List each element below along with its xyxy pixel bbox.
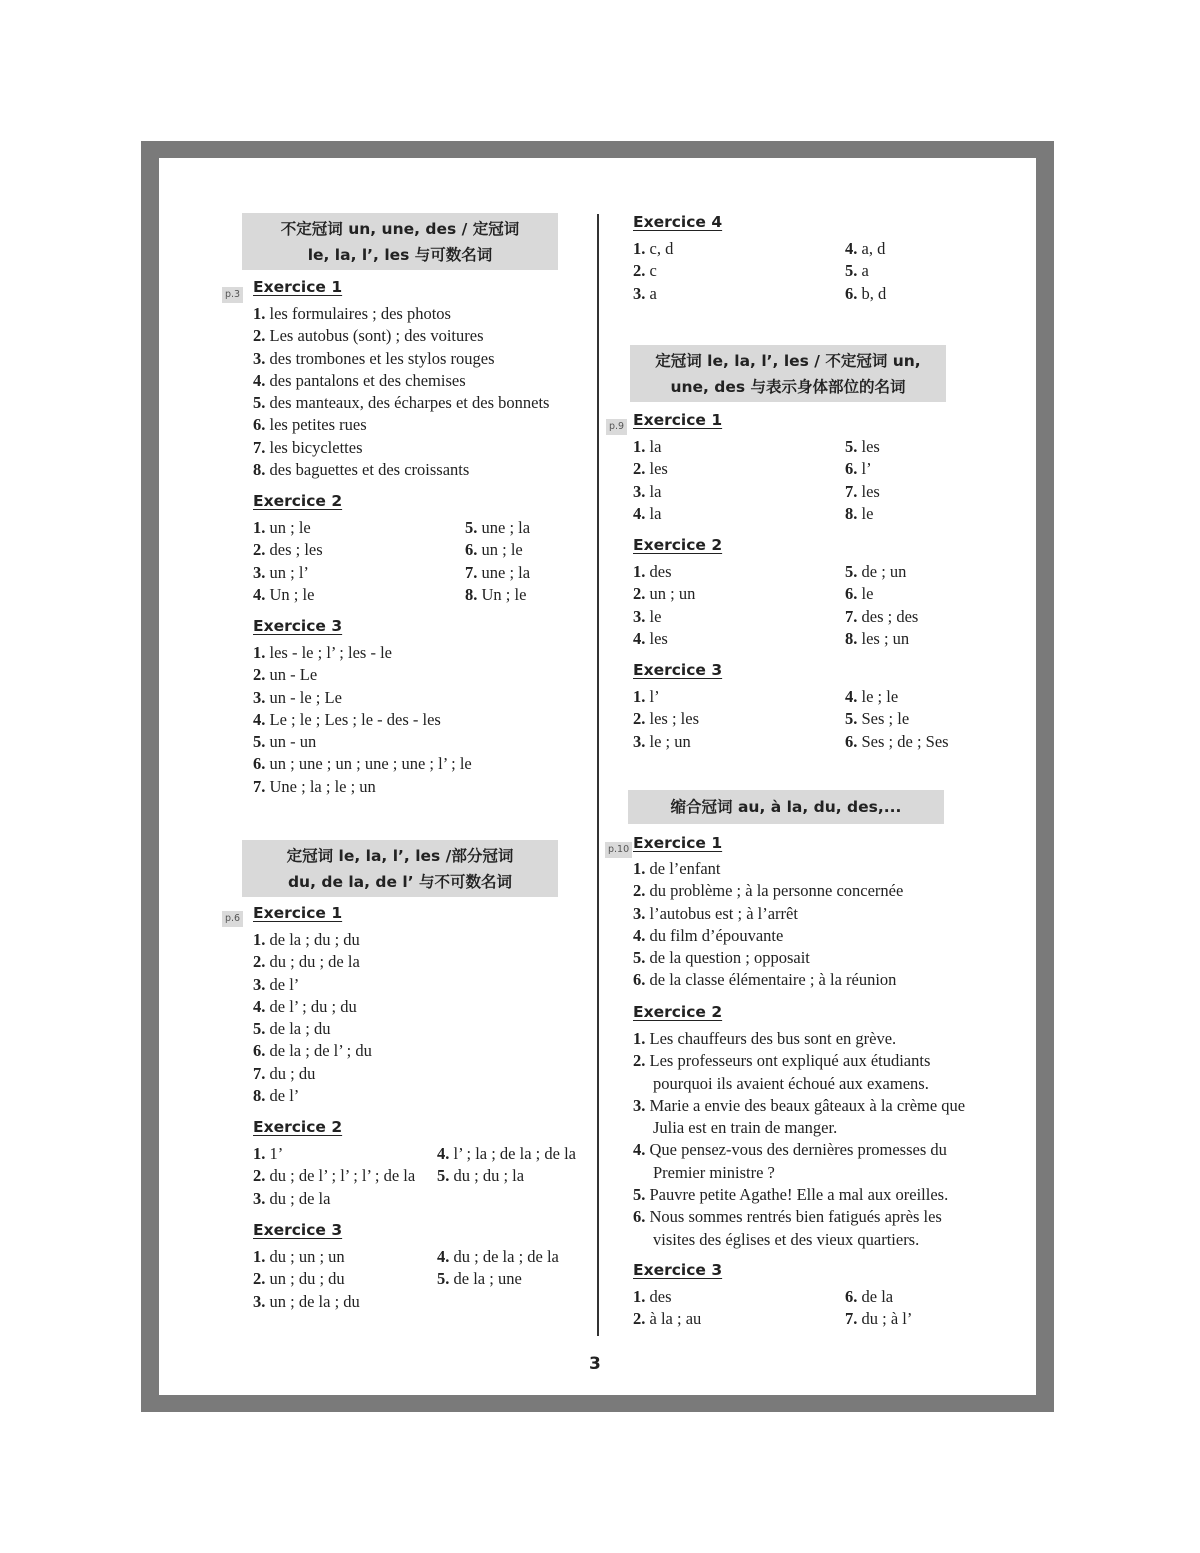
answer-list	[253, 303, 549, 481]
answer-item: 1. des	[633, 1287, 672, 1306]
answer-item: 5. de la question ; opposait	[633, 948, 810, 968]
exercise-title: Exercice 2	[253, 1118, 343, 1136]
answer-item: 6. de la	[845, 1287, 894, 1306]
banner-line: 定冠词 le, la, l’, les /部分冠词	[286, 846, 514, 865]
exercise-title: Exercice 1	[253, 904, 343, 922]
answer-item: 8. des baguettes et des croissants	[253, 460, 470, 480]
page-reference: p.3	[222, 287, 243, 303]
answer-item: 4. Un ; le	[253, 584, 315, 604]
answer-item: 8. Un ; le	[465, 584, 527, 604]
answer-item: 4. Le ; le ; Les ; le - des - les	[253, 709, 441, 729]
answer-item: 2. Les autobus (sont) ; des voitures	[253, 326, 484, 346]
answer-list	[253, 517, 583, 606]
answer-item: 1. du ; un ; un	[253, 1247, 345, 1266]
exercise-title: Exercice 1	[253, 278, 343, 296]
answer-item: 7. du ; à l’	[845, 1309, 913, 1329]
answer-list	[253, 1143, 593, 1210]
answer-item: 2. des ; les	[253, 540, 323, 560]
answer-item: 4. Que pensez-vous des dernières promesses du Premier ministre ?	[633, 1140, 947, 1182]
answer-item: 3. l’autobus est ; à l’arrêt	[633, 903, 798, 923]
answer-item: 2. c	[633, 261, 657, 281]
section-banner-body-parts	[630, 345, 946, 402]
answer-item: 4. les	[633, 628, 668, 648]
exercise-title: Exercice 2	[633, 1003, 723, 1021]
answer-item: 5. de ; un	[845, 562, 907, 581]
answer-item: 1. Les chauffeurs des bus sont en grève.	[633, 1029, 897, 1048]
answer-item: 3. la	[633, 481, 662, 501]
banner-line: 缩合冠词 au, à la, du, des,...	[670, 798, 902, 816]
answer-item: 4. du film d’épouvante	[633, 925, 784, 945]
answer-item: 7. des ; des	[845, 606, 919, 626]
answer-item: 4. des pantalons et des chemises	[253, 370, 466, 390]
answer-item: 1. 1’	[253, 1144, 284, 1163]
answer-item: 4. du ; de la ; de la	[437, 1247, 559, 1266]
answer-item: 5. a	[845, 261, 869, 281]
answer-item: 2. à la ; au	[633, 1309, 702, 1329]
page-number: 3	[589, 1354, 601, 1374]
exercise-title: Exercice 1	[633, 411, 723, 429]
answer-item: 1. de la ; du ; du	[253, 930, 360, 949]
answer-item: 4. l’ ; la ; de la ; de la	[437, 1144, 576, 1163]
answer-item: 1. les - le ; l’ ; les - le	[253, 643, 392, 662]
answer-item: 3. a	[633, 283, 657, 303]
section-banner-indefinite-definite	[242, 213, 558, 270]
answer-item: 5. Pauvre petite Agathe! Elle a mal aux oreilles.	[633, 1185, 949, 1205]
banner-line: une, des 与表示身体部位的名词	[670, 377, 906, 396]
section-banner-contracted-articles	[628, 790, 944, 824]
answer-item: 5. du ; du ; la	[437, 1166, 525, 1186]
answer-item: 2. du ; de l’ ; l’ ; l’ ; de la	[253, 1166, 416, 1186]
exercise-title: Exercice 1	[633, 834, 723, 852]
section-banner-definite-partitive	[242, 840, 558, 897]
answer-item: 1. les formulaires ; des photos	[253, 304, 451, 323]
page-reference: p.6	[222, 911, 243, 927]
answer-item: 6. Nous sommes rentrés bien fatigués après les visites des églises et des vieux quartiers.	[633, 1207, 942, 1249]
answer-item: 3. des trombones et les stylos rouges	[253, 348, 495, 368]
banner-line: 定冠词 le, la, l’, les / 不定冠词 un,	[655, 351, 921, 370]
exercise-title: Exercice 2	[253, 492, 343, 510]
answer-item: 5. Ses ; le	[845, 709, 910, 729]
answer-item: 7. du ; du	[253, 1063, 316, 1083]
answer-item: 7. les	[845, 481, 880, 501]
answer-item: 3. du ; de la	[253, 1188, 331, 1208]
answer-item: 5. des manteaux, des écharpes et des bonnets	[253, 393, 550, 413]
answer-item: 6. les petites rues	[253, 415, 367, 435]
answer-item: 5. une ; la	[465, 518, 531, 537]
answer-item: 2. un - Le	[253, 665, 318, 685]
answer-item: 1. un ; le	[253, 518, 311, 537]
answer-item: 3. un ; l’	[253, 562, 309, 582]
answer-item: 8. le	[845, 503, 874, 523]
exercise-title: Exercice 2	[633, 536, 723, 554]
answer-item: 4. de l’ ; du ; du	[253, 996, 357, 1016]
answer-item: 3. un - le ; Le	[253, 687, 342, 707]
answer-item: 2. un ; un	[633, 584, 696, 604]
answer-list	[633, 1028, 968, 1251]
answer-item: 6. b, d	[845, 283, 887, 303]
answer-item: 2. du ; du ; de la	[253, 952, 360, 972]
answer-item: 8. de l’	[253, 1086, 300, 1106]
answer-item: 6. de la ; de l’ ; du	[253, 1041, 372, 1061]
answer-item: 3. le	[633, 606, 662, 626]
answer-item: 4. le ; le	[845, 687, 899, 706]
answer-item: 5. de la ; une	[437, 1269, 522, 1289]
answer-item: 2. les	[633, 459, 668, 479]
answer-list	[633, 561, 963, 650]
answer-list	[633, 238, 963, 305]
answer-item: 1. de l’enfant	[633, 859, 721, 878]
exercise-title: Exercice 3	[633, 661, 723, 679]
answer-item: 6. l’	[845, 459, 872, 479]
answer-item: 5. de la ; du	[253, 1019, 331, 1039]
exercise-title: Exercice 4	[633, 213, 723, 231]
answer-list	[253, 642, 472, 798]
answer-item: 6. Ses ; de ; Ses	[845, 731, 949, 751]
answer-item: 4. la	[633, 503, 662, 523]
answer-item: 2. du problème ; à la personne concernée	[633, 881, 904, 901]
answer-item: 8. les ; un	[845, 628, 910, 648]
answer-item: 7. les bicyclettes	[253, 437, 363, 457]
answer-item: 6. le	[845, 584, 874, 604]
answer-item: 2. Les professeurs ont expliqué aux étudiants pourquoi ils avaient échoué aux examens.	[633, 1051, 931, 1093]
answer-list	[253, 1246, 593, 1313]
exercise-title: Exercice 3	[253, 617, 343, 635]
answer-item: 6. un ; le	[465, 540, 523, 560]
page-reference: p.10	[605, 842, 632, 858]
answer-item: 6. de la classe élémentaire ; à la réunion	[633, 970, 897, 990]
answer-item: 3. de l’	[253, 974, 300, 994]
page-reference: p.9	[606, 419, 627, 435]
answer-list	[633, 436, 963, 525]
answer-list	[253, 929, 372, 1107]
exercise-title: Exercice 3	[253, 1221, 343, 1239]
answer-item: 5. les	[845, 437, 880, 456]
answer-item: 3. Marie a envie des beaux gâteaux à la crème que Julia est en train de manger.	[633, 1095, 966, 1138]
answer-item: 3. un ; de la ; du	[253, 1291, 360, 1311]
answer-list	[633, 686, 963, 753]
answer-item: 3. le ; un	[633, 731, 691, 751]
answer-list	[633, 1286, 963, 1331]
exercise-title: Exercice 3	[633, 1261, 723, 1279]
column-divider	[597, 214, 599, 1336]
answer-item: 6. un ; une ; un ; une ; une ; l’ ; le	[253, 754, 472, 774]
answer-item: 1. c, d	[633, 239, 674, 258]
answer-item: 4. a, d	[845, 239, 886, 258]
banner-line: le, la, l’, les 与可数名词	[307, 245, 493, 264]
answer-item: 1. la	[633, 437, 662, 456]
answer-item: 2. un ; du ; du	[253, 1269, 345, 1289]
banner-line: 不定冠词 un, une, des / 定冠词	[280, 219, 520, 238]
answer-item: 7. une ; la	[465, 562, 531, 582]
answer-list	[633, 858, 903, 992]
answer-item: 1. des	[633, 562, 672, 581]
answer-item: 2. les ; les	[633, 709, 699, 729]
banner-line: du, de la, de l’ 与不可数名词	[287, 872, 513, 891]
answer-item: 1. l’	[633, 687, 660, 706]
answer-item: 5. un - un	[253, 732, 317, 752]
answer-item: 7. Une ; la ; le ; un	[253, 776, 376, 796]
